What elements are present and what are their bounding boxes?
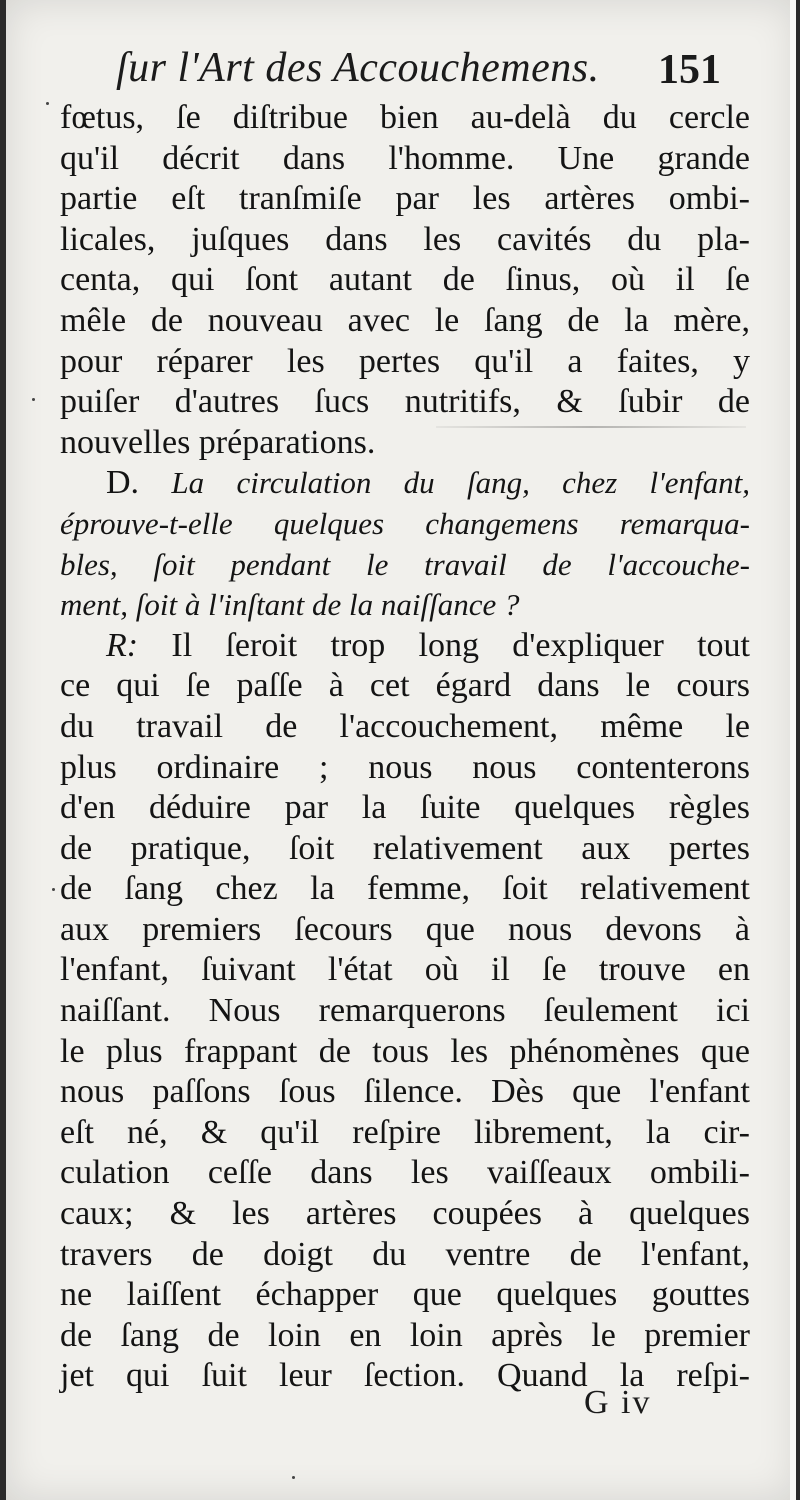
answer-line: de ſang chez la femme, ſoit relativement bbox=[60, 870, 750, 908]
running-title: ſur l'Art des Accouchemens. bbox=[116, 45, 600, 91]
text-line: pour réparer les pertes qu'il a faites, y bbox=[60, 342, 750, 380]
text-line: mêle de nouveau avec le ſang de la mère, bbox=[60, 301, 750, 339]
answer-line: travers de doigt du ventre de l'enfant, bbox=[60, 1235, 750, 1273]
answer-line: le plus frappant de tous les phénomènes que bbox=[60, 1032, 750, 1070]
answer-line: d'en déduire par la ſuite quelques règles bbox=[60, 789, 750, 827]
answer-line: ce qui ſe paſſe à cet égard dans le cours bbox=[60, 667, 750, 705]
answer-line: eſt né, & qu'il reſpire librement, la cir- bbox=[60, 1113, 750, 1151]
answer-line: de pratique, ſoit relativement aux pertes bbox=[60, 829, 750, 867]
answer-line: ne laiſſent échapper que quelques gouttes bbox=[60, 1276, 750, 1314]
page-number: 151 bbox=[658, 47, 721, 93]
book-page bbox=[6, 0, 796, 1500]
answer-line: culation ceſſe dans les vaiſſeaux ombili- bbox=[60, 1154, 750, 1192]
ink-speck bbox=[52, 888, 55, 891]
answer-line: aux premiers ſecours que nous devons à bbox=[60, 910, 750, 948]
answer-line: de ſang de loin en loin après le premier bbox=[60, 1316, 750, 1354]
question-text: La circulation du ſang, chez l'enfant, bbox=[171, 465, 751, 501]
text-line: qu'il décrit dans l'homme. Une grande bbox=[60, 139, 750, 177]
answer-line: caux; & les artères coupées à quelques bbox=[60, 1195, 750, 1233]
signature-mark: G iv bbox=[584, 1384, 652, 1421]
answer-line: plus ordinaire ; nous nous contenterons bbox=[60, 748, 750, 786]
answer-line: nous paſſons ſous ſilence. Dès que l'enfant bbox=[60, 1073, 750, 1111]
answer-text: Il ſeroit trop long d'expliquer tout bbox=[171, 626, 750, 664]
text-line: centa, qui ſont autant de ſinus, où il ſe bbox=[60, 261, 750, 299]
text-line: nouvelles préparations. bbox=[60, 423, 376, 461]
page-edge bbox=[790, 0, 796, 1500]
text-line: fœtus, ſe diſtribue bien au-delà du cercle bbox=[60, 99, 750, 136]
answer-label: R: bbox=[106, 626, 139, 664]
question-label: D. bbox=[106, 464, 140, 502]
question-line: éprouve-t-elle quelques changemens remarqua- bbox=[60, 505, 750, 541]
body-text bbox=[60, 98, 750, 1397]
ink-speck bbox=[32, 398, 35, 401]
question-line: ment, ſoit à l'inſtant de la naiſſance ? bbox=[60, 587, 520, 623]
text-line: puiſer d'autres ſucs nutritifs, & ſubir de bbox=[60, 383, 750, 421]
answer-line: jet qui ſuit leur ſection. Quand la reſpi- bbox=[60, 1357, 750, 1395]
question-line bbox=[60, 463, 750, 504]
text-line: partie eſt tranſmiſe par les artères ombi- bbox=[60, 180, 750, 218]
answer-line: naiſſant. Nous remarquerons ſeulement ici bbox=[60, 992, 750, 1030]
question-line: bles, ſoit pendant le travail de l'accouche- bbox=[60, 546, 750, 582]
answer-line: du travail de l'accouchement, même le bbox=[60, 707, 750, 745]
answer-line: l'enfant, ſuivant l'état où il ſe trouve en bbox=[60, 951, 750, 989]
ink-speck bbox=[292, 1476, 295, 1479]
ink-speck bbox=[46, 102, 49, 105]
page-header bbox=[6, 40, 796, 100]
answer-line bbox=[60, 626, 750, 667]
text-line: licales, juſques dans les cavités du pla- bbox=[60, 220, 750, 258]
